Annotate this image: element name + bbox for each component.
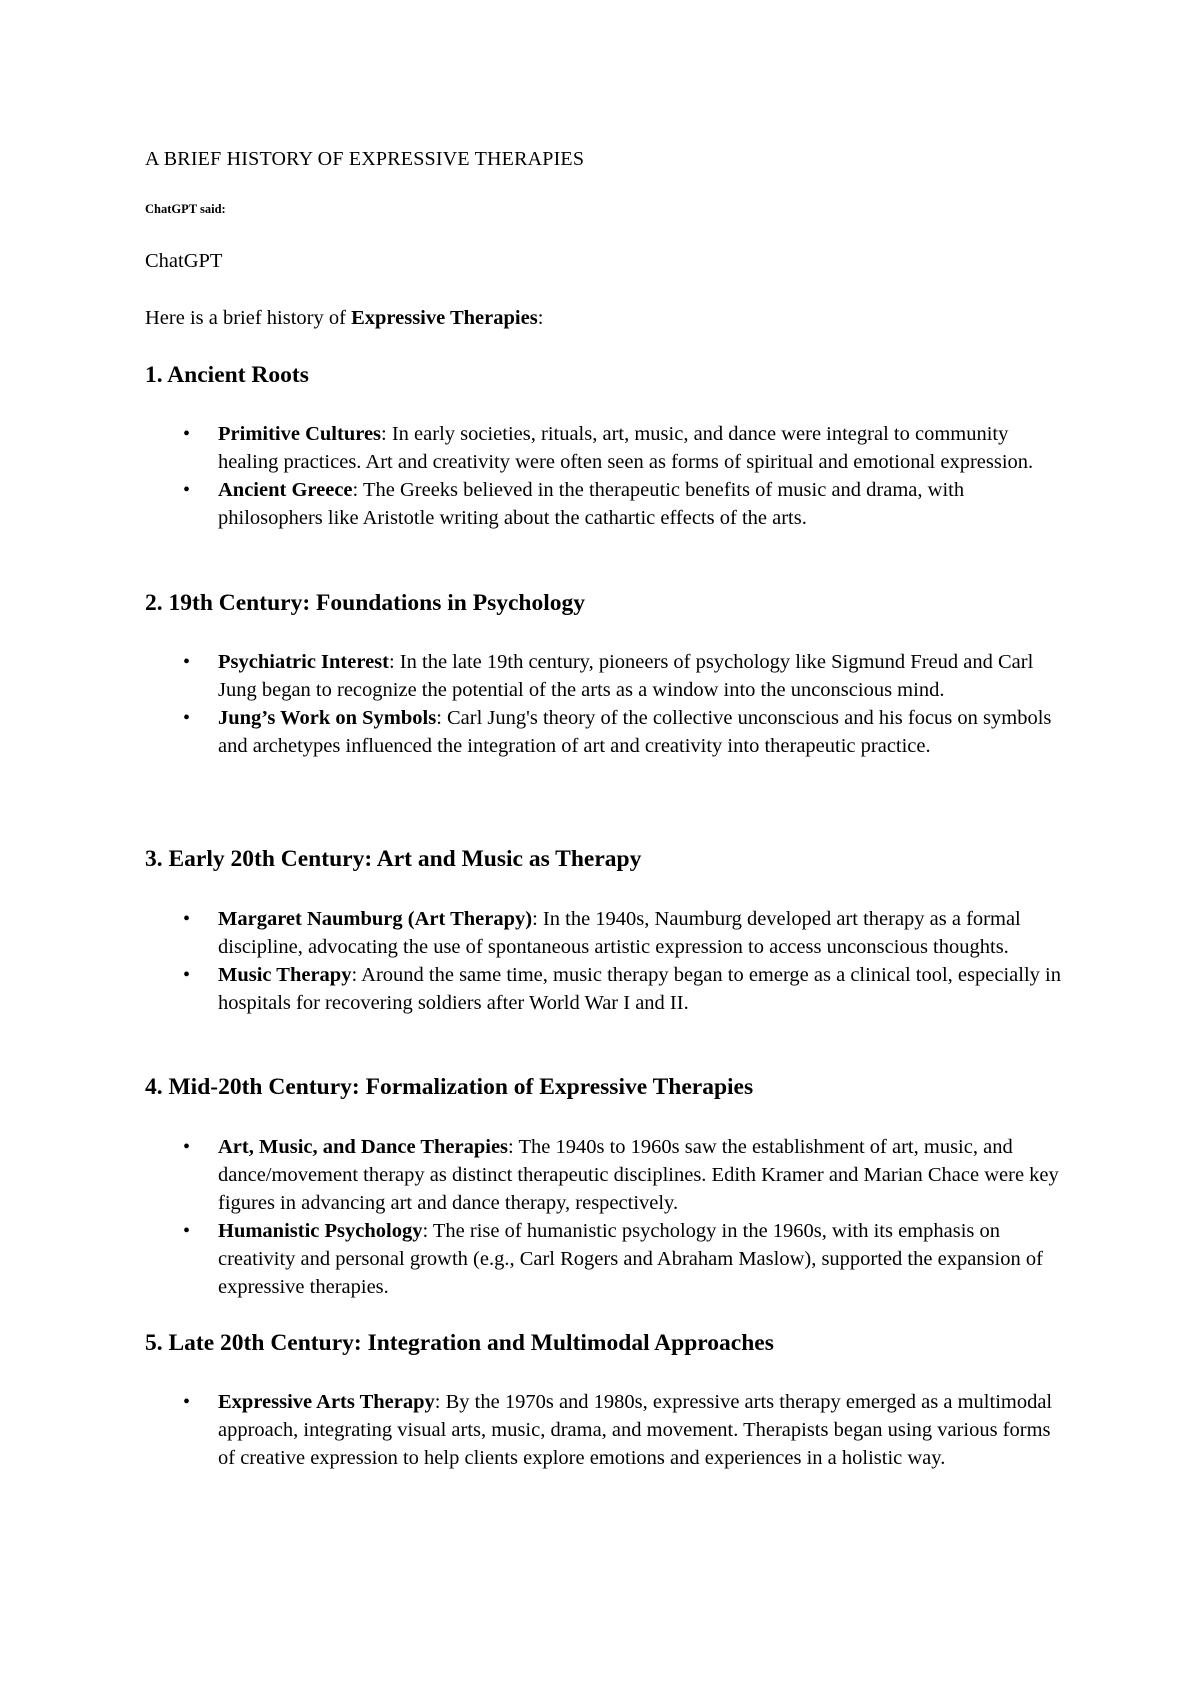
bullet-term: Jung’s Work on Symbols bbox=[218, 707, 437, 729]
bullet-dot-icon: • bbox=[183, 1391, 191, 1413]
bullet-term: Humanistic Psychology bbox=[218, 1220, 423, 1242]
bullet-dot-icon: • bbox=[183, 479, 191, 501]
bullet-text: : In early societies, rituals, art, music, and dance were integral to community healing practices. Art and creativity were often seen as forms of spiritual and emotional expression. bbox=[218, 423, 1034, 473]
bullet-text: : The rise of humanistic psychology in the 1960s, with its emphasis on creativity and personal growth (e.g., Carl Rogers and Abraham Maslow), supported the expansion of expressive therapies. bbox=[218, 1220, 1043, 1298]
list-item bbox=[145, 648, 1065, 704]
section-heading-3: 3. Early 20th Century: Art and Music as Therapy bbox=[145, 846, 642, 872]
section-5-list bbox=[145, 1388, 1065, 1472]
section-heading-5: 5. Late 20th Century: Integration and Multimodal Approaches bbox=[145, 1330, 774, 1356]
bullet-dot-icon: • bbox=[183, 1220, 191, 1242]
document-title: A BRIEF HISTORY OF EXPRESSIVE THERAPIES bbox=[145, 148, 585, 170]
bullet-text: : By the 1970s and 1980s, expressive arts therapy emerged as a multimodal approach, integrating visual arts, music, drama, and movement. Therapists began using various forms of creative expression to help clients explore emotions and experiences in a holistic way. bbox=[218, 1391, 1053, 1469]
bullet-dot-icon: • bbox=[183, 1136, 191, 1158]
list-item bbox=[145, 1388, 1065, 1472]
bullet-text: : The Greeks believed in the therapeutic benefits of music and drama, with philosophers like Aristotle writing about the cathartic effects of the arts. bbox=[218, 479, 965, 529]
bullet-text: : Carl Jung's theory of the collective unconscious and his focus on symbols and archetypes influenced the integration of art and creativity into therapeutic practice. bbox=[218, 707, 1052, 757]
section-4-list bbox=[145, 1133, 1065, 1301]
bullet-term: Art, Music, and Dance Therapies bbox=[218, 1136, 509, 1158]
section-1-list bbox=[145, 420, 1065, 532]
speaker-name: ChatGPT bbox=[145, 250, 223, 272]
bullet-text: : Around the same time, music therapy began to emerge as a clinical tool, especially in hospitals for recovering soldiers after World War I and II. bbox=[218, 964, 1061, 1014]
bullet-text: : In the 1940s, Naumburg developed art therapy as a formal discipline, advocating the use of spontaneous artistic expression to access unconscious thoughts. bbox=[218, 908, 1021, 958]
bullet-dot-icon: • bbox=[183, 651, 191, 673]
bullet-dot-icon: • bbox=[183, 707, 191, 729]
bullet-text: : In the late 19th century, pioneers of psychology like Sigmund Freud and Carl Jung began to recognize the potential of the arts as a window into the unconscious mind. bbox=[218, 651, 1034, 701]
said-label: ChatGPT said: bbox=[145, 202, 226, 216]
list-item bbox=[145, 704, 1065, 760]
bullet-term: Primitive Cultures bbox=[218, 423, 382, 445]
section-heading-2: 2. 19th Century: Foundations in Psychology bbox=[145, 590, 586, 616]
bullet-dot-icon: • bbox=[183, 908, 191, 930]
list-item bbox=[145, 476, 1065, 532]
bullet-dot-icon: • bbox=[183, 964, 191, 986]
intro-suffix: : bbox=[537, 307, 544, 329]
bullet-term: Margaret Naumburg (Art Therapy) bbox=[218, 908, 533, 930]
intro-paragraph bbox=[145, 307, 543, 330]
list-item bbox=[145, 961, 1065, 1017]
list-item bbox=[145, 1133, 1065, 1217]
section-3-list bbox=[145, 905, 1065, 1017]
bullet-term: Expressive Arts Therapy bbox=[218, 1391, 435, 1413]
bullet-term: Psychiatric Interest bbox=[218, 651, 389, 673]
list-item bbox=[145, 420, 1065, 476]
section-heading-4: 4. Mid-20th Century: Formalization of Expressive Therapies bbox=[145, 1074, 754, 1100]
intro-prefix: Here is a brief history of bbox=[145, 307, 352, 329]
bullet-term: Ancient Greece bbox=[218, 479, 353, 501]
bullet-dot-icon: • bbox=[183, 423, 191, 445]
list-item bbox=[145, 1217, 1065, 1301]
section-2-list bbox=[145, 648, 1065, 760]
intro-bold: Expressive Therapies bbox=[351, 307, 538, 329]
bullet-text: : The 1940s to 1960s saw the establishment of art, music, and dance/movement therapy as distinct therapeutic disciplines. Edith Kramer and Marian Chace were key figures in advancing art and dance therapy, respectively. bbox=[218, 1136, 1059, 1214]
bullet-term: Music Therapy bbox=[218, 964, 352, 986]
section-heading-1: 1. Ancient Roots bbox=[145, 362, 309, 388]
list-item bbox=[145, 905, 1065, 961]
